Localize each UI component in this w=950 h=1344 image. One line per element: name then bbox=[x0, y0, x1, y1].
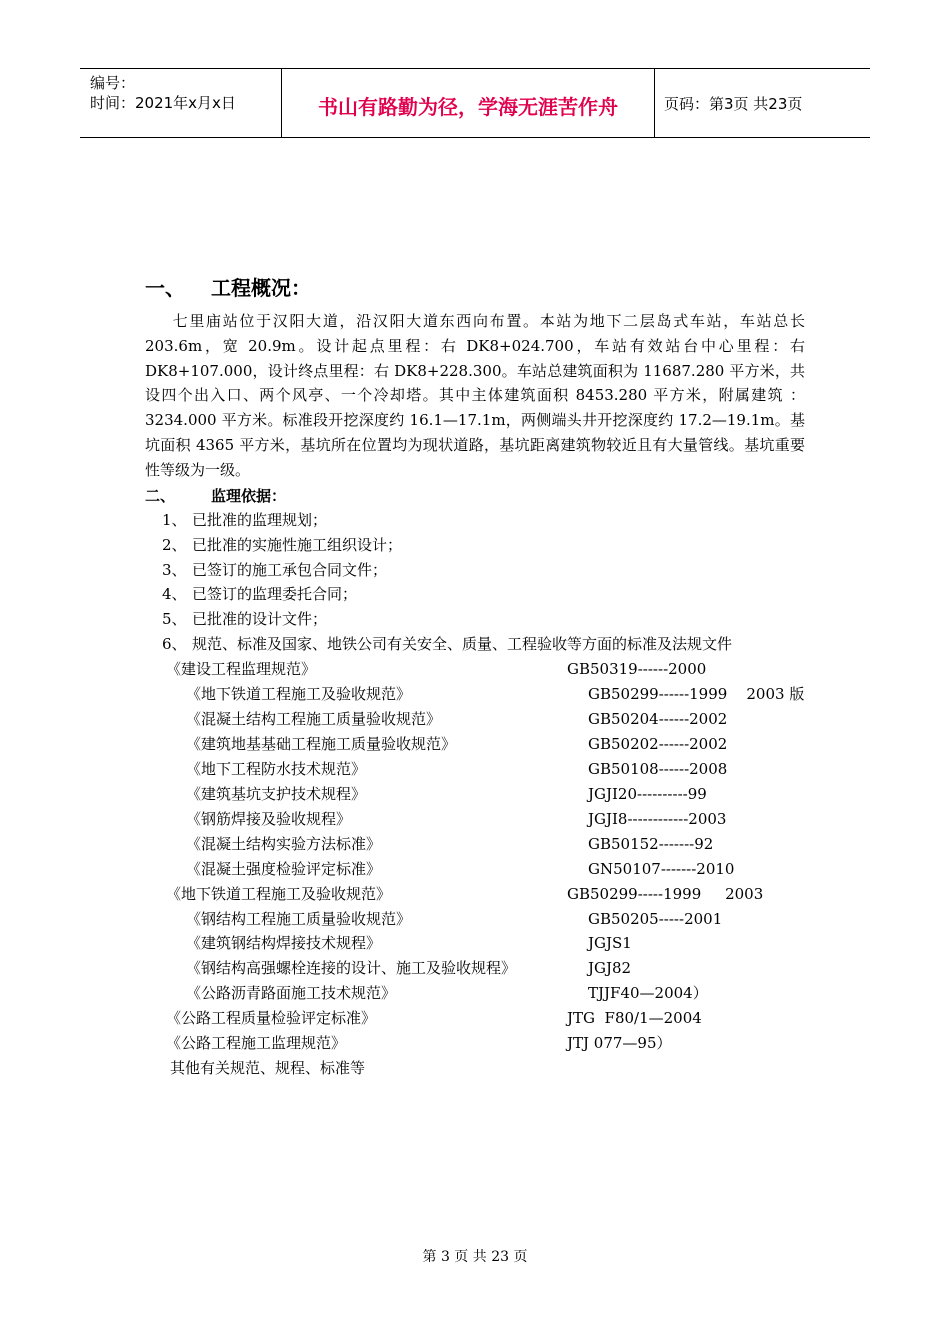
standard-code: GB50204------2002 bbox=[588, 709, 728, 728]
standard-code: JGJS1 bbox=[588, 934, 632, 953]
basis-item-text: 规范、标准及国家、地铁公司有关安全、质量、工程验收等方面的标准及法规文件 bbox=[192, 635, 733, 653]
standard-code: GB50299-----1999 2003 bbox=[567, 884, 764, 903]
section-2-number: 二、 bbox=[145, 487, 176, 505]
standard-code: GB50202------2002 bbox=[588, 734, 728, 753]
basis-item-text: 已批准的设计文件； bbox=[192, 610, 328, 629]
standard-name: 《钢筋焊接及验收规程》 bbox=[186, 809, 352, 828]
basis-item-text: 已批准的实施性施工组织设计； bbox=[192, 535, 403, 554]
standard-name: 《混凝土强度检验评定标准》 bbox=[186, 859, 382, 878]
other-standards-note: 其他有关规范、规程、标准等 bbox=[170, 1059, 366, 1077]
standard-name: 《混凝土结构工程施工质量验收规范》 bbox=[186, 709, 442, 728]
standard-code: JGJI20----------99 bbox=[588, 784, 707, 803]
basis-item-text: 已批准的监理规划； bbox=[192, 511, 328, 529]
standard-name: 《钢结构高强螺栓连接的设计、施工及验收规程》 bbox=[186, 959, 517, 978]
section-1-number: 一、 bbox=[145, 276, 185, 300]
basis-list-item bbox=[162, 533, 402, 557]
standard-code: GB50152-------92 bbox=[588, 834, 714, 853]
page-footer: 第 3 页 共 23 页 bbox=[422, 1249, 528, 1265]
section-2-title: 监理依据： bbox=[211, 487, 287, 505]
header-motto: 书山有路勤为径，学海无涯苦作舟 bbox=[318, 95, 618, 119]
standard-name: 《公路工程施工监理规范》 bbox=[166, 1034, 347, 1053]
basis-list-item bbox=[162, 632, 732, 656]
basis-item-number: 3、 bbox=[162, 560, 187, 579]
basis-item-number: 6、 bbox=[162, 635, 187, 653]
basis-item-text: 已签订的监理委托合同； bbox=[192, 585, 358, 604]
project-overview-text: 七里庙站位于汉阳大道，沿汉阳大道东西向布置。本站为地下二层岛式车站，车站总长203.6m，宽 20.9m。设计起点里程：右 DK8+024.700，车站有效站台中心里程：右DK8+107.000，设计终点里程：右 DK8+228.300。车站总建筑面积为 11687.280 平方米，共设四个出入口、两个风亭、一个冷却塔。其中主体建筑面积 8453.280 平方米，附属建筑 ：3234.000 平方米。标准段开挖深度约 16.1—17.1m，两侧端头井开挖深度约 17.2—19.1m。基坑面积 4365 平方米，基坑所在位置均为现状道路，基坑距离建筑物较近且有大量管线。基坑重要性等级为一级。 bbox=[145, 312, 805, 479]
section-1-heading bbox=[145, 272, 311, 301]
page-header bbox=[80, 68, 870, 138]
standard-name: 《地下铁道工程施工及验收规范》 bbox=[166, 884, 392, 903]
document-time-label: 时间：2021年x月x日 bbox=[90, 94, 236, 112]
standard-name: 《钢结构工程施工质量验收规范》 bbox=[186, 909, 412, 928]
standard-name: 《公路工程质量检验评定标准》 bbox=[166, 1009, 377, 1028]
basis-list-item bbox=[162, 607, 327, 631]
standard-code: GB50319------2000 bbox=[567, 660, 707, 678]
basis-list-item bbox=[162, 582, 357, 606]
project-overview-paragraph bbox=[145, 309, 805, 483]
standard-name: 《地下铁道工程施工及验收规范》 bbox=[186, 684, 412, 703]
section-2-heading bbox=[145, 485, 286, 506]
basis-item-number: 2、 bbox=[162, 535, 187, 554]
header-meta bbox=[90, 73, 236, 113]
standard-code: GB50205-----2001 bbox=[588, 909, 723, 928]
standard-code: GB50108------2008 bbox=[588, 759, 728, 778]
standard-name: 《混凝土结构实验方法标准》 bbox=[186, 834, 382, 853]
basis-item-number: 5、 bbox=[162, 610, 187, 629]
standard-code: TJJF40—2004） bbox=[588, 984, 708, 1003]
section-1-title: 工程概况： bbox=[211, 276, 311, 300]
standard-name: 《建筑钢结构焊接技术规程》 bbox=[186, 934, 382, 953]
header-page-info: 页码：第3页 共23页 bbox=[664, 95, 803, 113]
basis-item-number: 4、 bbox=[162, 585, 187, 604]
basis-item-number: 1、 bbox=[162, 511, 187, 529]
standard-name: 《公路沥青路面施工技术规范》 bbox=[186, 984, 397, 1003]
header-divider-right bbox=[654, 69, 655, 137]
standard-name: 《建设工程监理规范》 bbox=[166, 660, 317, 678]
standard-code: JTG F80/1—2004 bbox=[567, 1009, 702, 1028]
standard-name: 《建筑地基基础工程施工质量验收规范》 bbox=[186, 734, 457, 753]
basis-list-item bbox=[162, 558, 387, 582]
basis-item-text: 已签订的施工承包合同文件； bbox=[192, 560, 388, 579]
basis-list-item bbox=[162, 508, 327, 532]
standard-code: JGJ82 bbox=[588, 959, 632, 978]
standard-code: JGJI8------------2003 bbox=[588, 809, 727, 828]
standard-code: JTJ 077—95） bbox=[567, 1034, 672, 1053]
standard-code: GB50299------1999 2003 版 bbox=[588, 684, 805, 703]
standard-name: 《建筑基坑支护技术规程》 bbox=[186, 784, 367, 803]
standard-code: GN50107-------2010 bbox=[588, 859, 735, 878]
standard-name: 《地下工程防水技术规范》 bbox=[186, 759, 367, 778]
document-number-label: 编号： bbox=[90, 74, 136, 92]
